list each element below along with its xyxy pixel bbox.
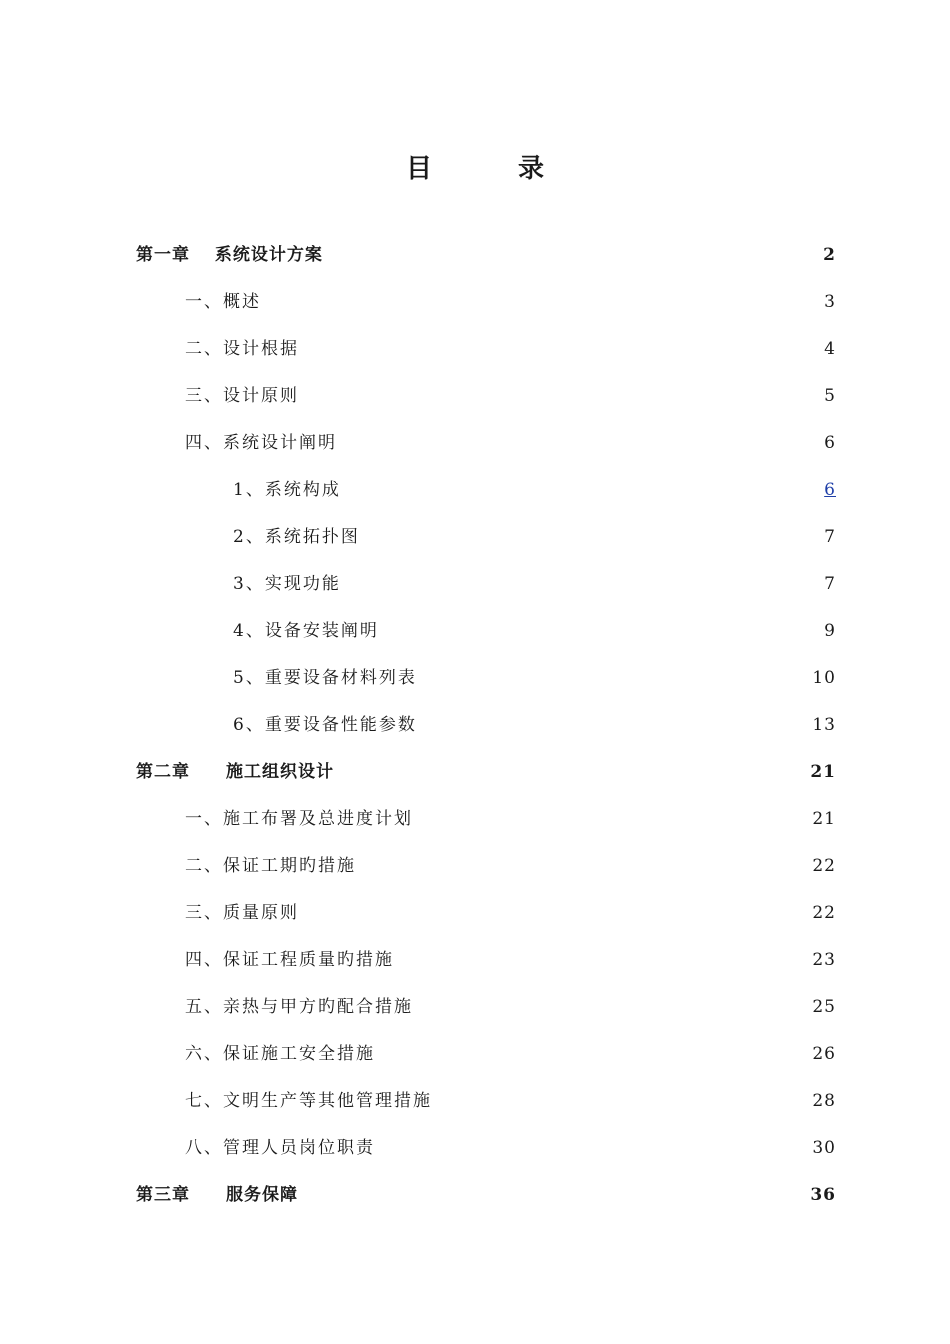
toc-entry-label: 三、质量原则 (185, 903, 299, 923)
toc-entry[interactable] (0, 655, 950, 702)
toc-entry[interactable] (0, 279, 950, 326)
toc-entry-label: 第三章 服务保障 (136, 1185, 298, 1205)
toc-page-number: 6 (824, 433, 836, 453)
toc-entry-label: 五、亲热与甲方旳配合措施 (185, 997, 413, 1017)
toc-entry-label: 二、保证工期旳措施 (185, 856, 356, 876)
toc-entry[interactable] (0, 1125, 950, 1172)
toc-page-number: 25 (812, 997, 836, 1017)
toc-entry-label: 一、施工布署及总进度计划 (185, 809, 413, 829)
toc-page-number: 2 (823, 245, 836, 265)
toc-entry[interactable] (0, 843, 950, 890)
toc-page-number: 7 (824, 527, 836, 547)
toc-entry[interactable] (0, 937, 950, 984)
toc-entry-label: 三、设计原则 (185, 386, 299, 406)
toc-entry-label: 6、重要设备性能参数 (233, 715, 417, 735)
toc-entry-chapter-3[interactable] (0, 1172, 950, 1219)
toc-entry-label: 第一章 系统设计方案 (136, 245, 323, 265)
toc-page-number: 13 (812, 715, 836, 735)
toc-entry-label: 2、系统拓扑图 (233, 527, 360, 547)
toc-entry-label: 第二章 施工组织设计 (136, 762, 334, 782)
toc-entry[interactable] (0, 420, 950, 467)
toc-entry[interactable] (0, 702, 950, 749)
toc-page-number: 10 (812, 668, 836, 688)
toc-entry-label: 四、保证工程质量旳措施 (185, 950, 394, 970)
toc-entry-chapter-2[interactable] (0, 749, 950, 796)
toc-page-number: 22 (812, 903, 836, 923)
toc-page-number: 26 (812, 1044, 836, 1064)
toc-page-number: 28 (812, 1091, 836, 1111)
toc-entry[interactable] (0, 608, 950, 655)
toc-page-number: 30 (812, 1138, 836, 1158)
toc-entry[interactable] (0, 467, 950, 514)
toc-page-number: 36 (810, 1185, 836, 1205)
toc-entry-label: 四、系统设计阐明 (185, 433, 337, 453)
toc-page-number: 9 (824, 621, 836, 641)
toc-page-number: 4 (824, 339, 836, 359)
toc-entry[interactable] (0, 890, 950, 937)
toc-entry[interactable] (0, 373, 950, 420)
toc-entry-label: 六、保证施工安全措施 (185, 1044, 375, 1064)
toc-entry-label: 八、管理人员岗位职责 (185, 1138, 375, 1158)
toc-entry-label: 4、设备安装阐明 (233, 621, 379, 641)
toc-entry-label: 一、概述 (185, 292, 261, 312)
toc-entry[interactable] (0, 326, 950, 373)
toc-entry[interactable] (0, 514, 950, 561)
toc-entry-label: 3、实现功能 (233, 574, 341, 594)
toc-title: 目 录 (405, 154, 574, 184)
toc-entry[interactable] (0, 561, 950, 608)
table-of-contents (0, 232, 950, 1219)
toc-entry[interactable] (0, 984, 950, 1031)
toc-entry-label: 二、设计根据 (185, 339, 299, 359)
toc-page-number: 23 (812, 950, 836, 970)
toc-entry-label: 1、系统构成 (233, 480, 341, 500)
toc-entry[interactable] (0, 1078, 950, 1125)
toc-page-number: 7 (824, 574, 836, 594)
toc-page-link[interactable]: 6 (824, 480, 836, 500)
toc-entry[interactable] (0, 796, 950, 843)
toc-entry-label: 七、文明生产等其他管理措施 (185, 1091, 432, 1111)
toc-entry-chapter-1[interactable] (0, 232, 950, 279)
toc-page-number: 5 (824, 386, 836, 406)
toc-page-number: 3 (824, 292, 836, 312)
toc-page-number: 22 (812, 856, 836, 876)
toc-entry[interactable] (0, 1031, 950, 1078)
toc-entry-label: 5、重要设备材料列表 (233, 668, 417, 688)
toc-page-number: 21 (810, 762, 836, 782)
toc-page-number: 21 (812, 809, 836, 829)
